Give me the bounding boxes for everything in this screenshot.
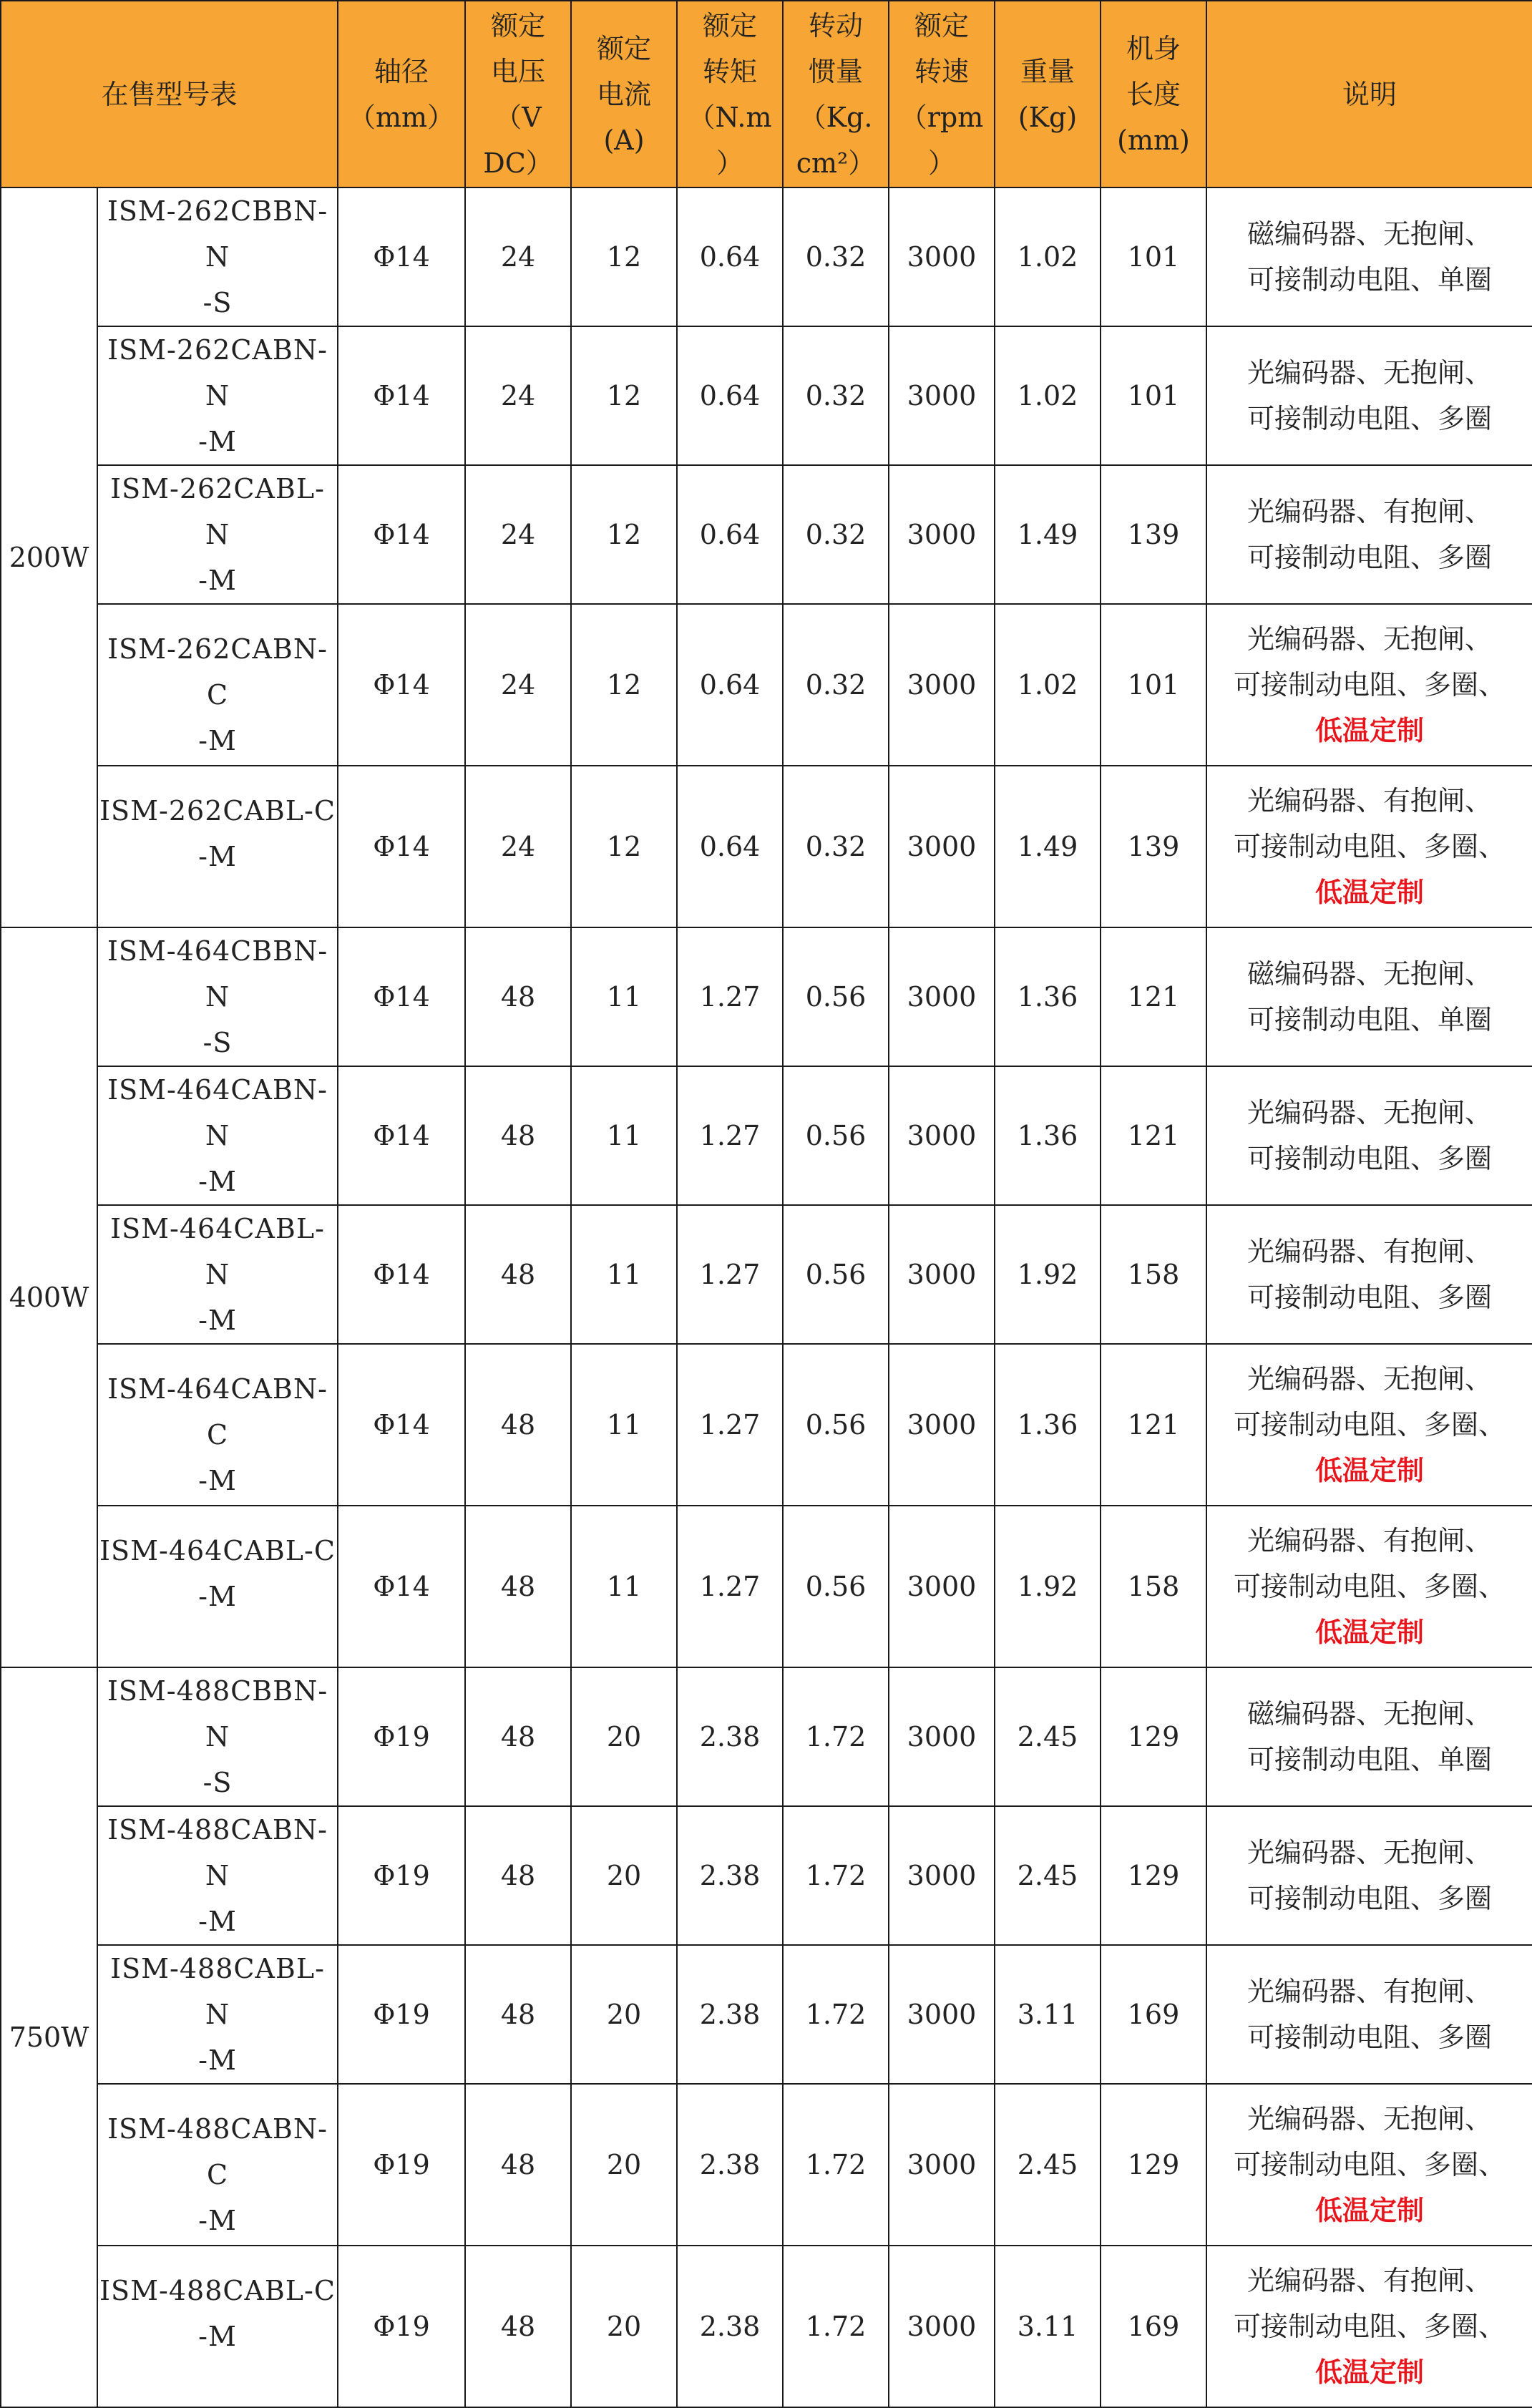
- shaft-cell: Φ19: [338, 1806, 465, 1945]
- description-text: 磁编码器、无抱闸、 可接制动电阻、单圈: [1247, 1698, 1493, 1775]
- model-cell: ISM-262CBBN-N -S: [97, 187, 338, 326]
- shaft-cell: Φ19: [338, 1667, 465, 1806]
- voltage-cell: 24: [465, 766, 571, 927]
- torque-cell: 0.64: [677, 187, 783, 326]
- speed-cell: 3000: [889, 1945, 995, 2084]
- header-voltage: 额定 电压 （V DC）: [465, 1, 571, 187]
- weight-cell: 1.02: [995, 187, 1101, 326]
- voltage-cell: 48: [465, 1667, 571, 1806]
- inertia-cell: 1.72: [783, 2246, 889, 2407]
- shaft-cell: Φ14: [338, 465, 465, 604]
- low-temp-custom-badge: 低温定制: [1315, 2194, 1425, 2226]
- torque-cell: 0.64: [677, 604, 783, 766]
- model-cell: ISM-488CABL-C -M: [97, 2246, 338, 2407]
- speed-cell: 3000: [889, 2246, 995, 2407]
- inertia-cell: 0.56: [783, 927, 889, 1066]
- description-cell: [1206, 1667, 1532, 1806]
- model-cell: ISM-262CABN-C -M: [97, 604, 338, 766]
- torque-cell: 0.64: [677, 766, 783, 927]
- description-cell: [1206, 2084, 1532, 2246]
- inertia-cell: 0.32: [783, 187, 889, 326]
- description-cell: [1206, 604, 1532, 766]
- low-temp-custom-badge: 低温定制: [1315, 2356, 1425, 2388]
- table-row: [1, 766, 1532, 927]
- inertia-cell: 1.72: [783, 1945, 889, 2084]
- voltage-cell: 48: [465, 1945, 571, 2084]
- length-cell: 121: [1101, 1066, 1206, 1205]
- shaft-cell: Φ14: [338, 766, 465, 927]
- inertia-cell: 1.72: [783, 2084, 889, 2246]
- inertia-cell: 0.56: [783, 1205, 889, 1344]
- current-cell: 20: [571, 2084, 677, 2246]
- speed-cell: 3000: [889, 604, 995, 766]
- description-text: 磁编码器、无抱闸、 可接制动电阻、单圈: [1247, 218, 1493, 296]
- header-length: 机身 长度 (mm): [1101, 1, 1206, 187]
- torque-cell: 1.27: [677, 1344, 783, 1506]
- table-row: [1, 927, 1532, 1066]
- voltage-cell: 48: [465, 1066, 571, 1205]
- model-cell: ISM-464CABN-N -M: [97, 1066, 338, 1205]
- model-cell: ISM-262CABL-C -M: [97, 766, 338, 927]
- torque-cell: 2.38: [677, 2246, 783, 2407]
- description-cell: [1206, 1066, 1532, 1205]
- description-cell: [1206, 187, 1532, 326]
- shaft-cell: Φ19: [338, 2246, 465, 2407]
- speed-cell: 3000: [889, 1066, 995, 1205]
- speed-cell: 3000: [889, 1667, 995, 1806]
- speed-cell: 3000: [889, 766, 995, 927]
- weight-cell: 3.11: [995, 1945, 1101, 2084]
- table-row: [1, 326, 1532, 465]
- header-title: 在售型号表: [1, 1, 338, 187]
- weight-cell: 1.49: [995, 465, 1101, 604]
- length-cell: 121: [1101, 1344, 1206, 1506]
- weight-cell: 1.92: [995, 1205, 1101, 1344]
- shaft-cell: Φ14: [338, 326, 465, 465]
- inertia-cell: 0.32: [783, 465, 889, 604]
- current-cell: 20: [571, 1806, 677, 1945]
- description-cell: [1206, 1945, 1532, 2084]
- voltage-cell: 24: [465, 326, 571, 465]
- inertia-cell: 0.56: [783, 1506, 889, 1667]
- table-row: [1, 1066, 1532, 1205]
- weight-cell: 2.45: [995, 1667, 1101, 1806]
- torque-cell: 0.64: [677, 465, 783, 604]
- power-group-cell: 750W: [1, 1667, 97, 2407]
- low-temp-custom-badge: 低温定制: [1315, 876, 1425, 908]
- speed-cell: 3000: [889, 1806, 995, 1945]
- description-text: 光编码器、无抱闸、 可接制动电阻、多圈、: [1234, 1363, 1506, 1441]
- torque-cell: 1.27: [677, 1506, 783, 1667]
- table-row: [1, 604, 1532, 766]
- current-cell: 12: [571, 326, 677, 465]
- inertia-cell: 0.32: [783, 604, 889, 766]
- weight-cell: 1.36: [995, 1344, 1101, 1506]
- inertia-cell: 1.72: [783, 1806, 889, 1945]
- weight-cell: 1.92: [995, 1506, 1101, 1667]
- table-row: [1, 1945, 1532, 2084]
- length-cell: 129: [1101, 2084, 1206, 2246]
- inertia-cell: 0.56: [783, 1066, 889, 1205]
- length-cell: 158: [1101, 1506, 1206, 1667]
- shaft-cell: Φ14: [338, 1205, 465, 1344]
- model-cell: ISM-464CBBN-N -S: [97, 927, 338, 1066]
- length-cell: 101: [1101, 326, 1206, 465]
- inertia-cell: 0.56: [783, 1344, 889, 1506]
- model-cell: ISM-262CABN-N -M: [97, 326, 338, 465]
- shaft-cell: Φ14: [338, 1066, 465, 1205]
- header-torque: 额定 转矩 （N.m ）: [677, 1, 783, 187]
- weight-cell: 2.45: [995, 2084, 1101, 2246]
- voltage-cell: 24: [465, 187, 571, 326]
- length-cell: 129: [1101, 1806, 1206, 1945]
- model-cell: ISM-464CABL-N -M: [97, 1205, 338, 1344]
- torque-cell: 2.38: [677, 1667, 783, 1806]
- voltage-cell: 48: [465, 1344, 571, 1506]
- table-row: [1, 1205, 1532, 1344]
- current-cell: 12: [571, 604, 677, 766]
- shaft-cell: Φ14: [338, 1506, 465, 1667]
- voltage-cell: 48: [465, 1806, 571, 1945]
- current-cell: 11: [571, 1066, 677, 1205]
- speed-cell: 3000: [889, 187, 995, 326]
- description-text: 光编码器、无抱闸、 可接制动电阻、多圈、: [1234, 2103, 1506, 2180]
- current-cell: 11: [571, 1205, 677, 1344]
- low-temp-custom-badge: 低温定制: [1315, 1454, 1425, 1486]
- current-cell: 11: [571, 1344, 677, 1506]
- model-cell: ISM-488CABN-N -M: [97, 1806, 338, 1945]
- description-text: 光编码器、无抱闸、 可接制动电阻、多圈: [1247, 357, 1493, 434]
- shaft-cell: Φ14: [338, 1344, 465, 1506]
- inertia-cell: 0.32: [783, 766, 889, 927]
- length-cell: 169: [1101, 2246, 1206, 2407]
- length-cell: 139: [1101, 766, 1206, 927]
- voltage-cell: 24: [465, 604, 571, 766]
- table-row: [1, 1344, 1532, 1506]
- description-cell: [1206, 766, 1532, 927]
- description-cell: [1206, 326, 1532, 465]
- length-cell: 101: [1101, 604, 1206, 766]
- weight-cell: 1.49: [995, 766, 1101, 927]
- low-temp-custom-badge: 低温定制: [1315, 1616, 1425, 1648]
- shaft-cell: Φ19: [338, 1945, 465, 2084]
- description-text: 光编码器、有抱闸、 可接制动电阻、多圈: [1247, 496, 1493, 573]
- table-body: [1, 187, 1532, 2407]
- table-row: [1, 187, 1532, 326]
- description-text: 光编码器、有抱闸、 可接制动电阻、多圈、: [1234, 1525, 1506, 1602]
- weight-cell: 1.02: [995, 604, 1101, 766]
- speed-cell: 3000: [889, 1344, 995, 1506]
- current-cell: 11: [571, 927, 677, 1066]
- power-group-cell: 200W: [1, 187, 97, 927]
- current-cell: 11: [571, 1506, 677, 1667]
- description-text: 光编码器、有抱闸、 可接制动电阻、多圈: [1247, 1236, 1493, 1313]
- table-row: [1, 465, 1532, 604]
- weight-cell: 1.36: [995, 927, 1101, 1066]
- voltage-cell: 48: [465, 2246, 571, 2407]
- voltage-cell: 48: [465, 927, 571, 1066]
- voltage-cell: 24: [465, 465, 571, 604]
- description-text: 光编码器、无抱闸、 可接制动电阻、多圈: [1247, 1097, 1493, 1174]
- description-cell: [1206, 1506, 1532, 1667]
- torque-cell: 1.27: [677, 1066, 783, 1205]
- speed-cell: 3000: [889, 2084, 995, 2246]
- description-text: 光编码器、有抱闸、 可接制动电阻、多圈、: [1234, 2265, 1506, 2342]
- shaft-cell: Φ14: [338, 604, 465, 766]
- torque-cell: 2.38: [677, 2084, 783, 2246]
- speed-cell: 3000: [889, 927, 995, 1066]
- current-cell: 12: [571, 187, 677, 326]
- description-cell: [1206, 2246, 1532, 2407]
- table-row: [1, 2084, 1532, 2246]
- length-cell: 101: [1101, 187, 1206, 326]
- weight-cell: 3.11: [995, 2246, 1101, 2407]
- torque-cell: 1.27: [677, 927, 783, 1066]
- header-weight: 重量 (Kg): [995, 1, 1101, 187]
- description-text: 磁编码器、无抱闸、 可接制动电阻、单圈: [1247, 958, 1493, 1035]
- length-cell: 169: [1101, 1945, 1206, 2084]
- current-cell: 20: [571, 2246, 677, 2407]
- header-shaft: 轴径 （mm）: [338, 1, 465, 187]
- current-cell: 12: [571, 766, 677, 927]
- header-description: 说明: [1206, 1, 1532, 187]
- description-cell: [1206, 1806, 1532, 1945]
- description-text: 光编码器、有抱闸、 可接制动电阻、多圈、: [1234, 785, 1506, 862]
- model-cell: ISM-488CABN-C -M: [97, 2084, 338, 2246]
- shaft-cell: Φ19: [338, 2084, 465, 2246]
- description-text: 光编码器、无抱闸、 可接制动电阻、多圈、: [1234, 623, 1506, 701]
- description-cell: [1206, 927, 1532, 1066]
- model-cell: ISM-464CABL-C -M: [97, 1506, 338, 1667]
- length-cell: 129: [1101, 1667, 1206, 1806]
- voltage-cell: 48: [465, 2084, 571, 2246]
- torque-cell: 0.64: [677, 326, 783, 465]
- weight-cell: 1.36: [995, 1066, 1101, 1205]
- header-current: 额定 电流 (A): [571, 1, 677, 187]
- power-group-cell: 400W: [1, 927, 97, 1667]
- header-inertia: 转动 惯量 （Kg. cm²）: [783, 1, 889, 187]
- model-cell: ISM-262CABL-N -M: [97, 465, 338, 604]
- inertia-cell: 0.32: [783, 326, 889, 465]
- description-cell: [1206, 1205, 1532, 1344]
- current-cell: 20: [571, 1945, 677, 2084]
- speed-cell: 3000: [889, 1205, 995, 1344]
- description-text: 光编码器、无抱闸、 可接制动电阻、多圈: [1247, 1837, 1493, 1914]
- speed-cell: 3000: [889, 326, 995, 465]
- model-cell: ISM-488CBBN-N -S: [97, 1667, 338, 1806]
- shaft-cell: Φ14: [338, 187, 465, 326]
- inertia-cell: 1.72: [783, 1667, 889, 1806]
- table-row: [1, 2246, 1532, 2407]
- torque-cell: 2.38: [677, 1945, 783, 2084]
- description-cell: [1206, 465, 1532, 604]
- shaft-cell: Φ14: [338, 927, 465, 1066]
- header-row: [1, 1, 1532, 187]
- model-cell: ISM-488CABL-N -M: [97, 1945, 338, 2084]
- current-cell: 20: [571, 1667, 677, 1806]
- model-cell: ISM-464CABN-C -M: [97, 1344, 338, 1506]
- table-row: [1, 1506, 1532, 1667]
- speed-cell: 3000: [889, 1506, 995, 1667]
- torque-cell: 1.27: [677, 1205, 783, 1344]
- description-text: 光编码器、有抱闸、 可接制动电阻、多圈: [1247, 1976, 1493, 2053]
- speed-cell: 3000: [889, 465, 995, 604]
- low-temp-custom-badge: 低温定制: [1315, 714, 1425, 746]
- voltage-cell: 48: [465, 1506, 571, 1667]
- description-cell: [1206, 1344, 1532, 1506]
- weight-cell: 1.02: [995, 326, 1101, 465]
- table-row: [1, 1806, 1532, 1945]
- weight-cell: 2.45: [995, 1806, 1101, 1945]
- table-row: [1, 1667, 1532, 1806]
- torque-cell: 2.38: [677, 1806, 783, 1945]
- length-cell: 139: [1101, 465, 1206, 604]
- length-cell: 158: [1101, 1205, 1206, 1344]
- current-cell: 12: [571, 465, 677, 604]
- voltage-cell: 48: [465, 1205, 571, 1344]
- length-cell: 121: [1101, 927, 1206, 1066]
- header-speed: 额定 转速 （rpm ）: [889, 1, 995, 187]
